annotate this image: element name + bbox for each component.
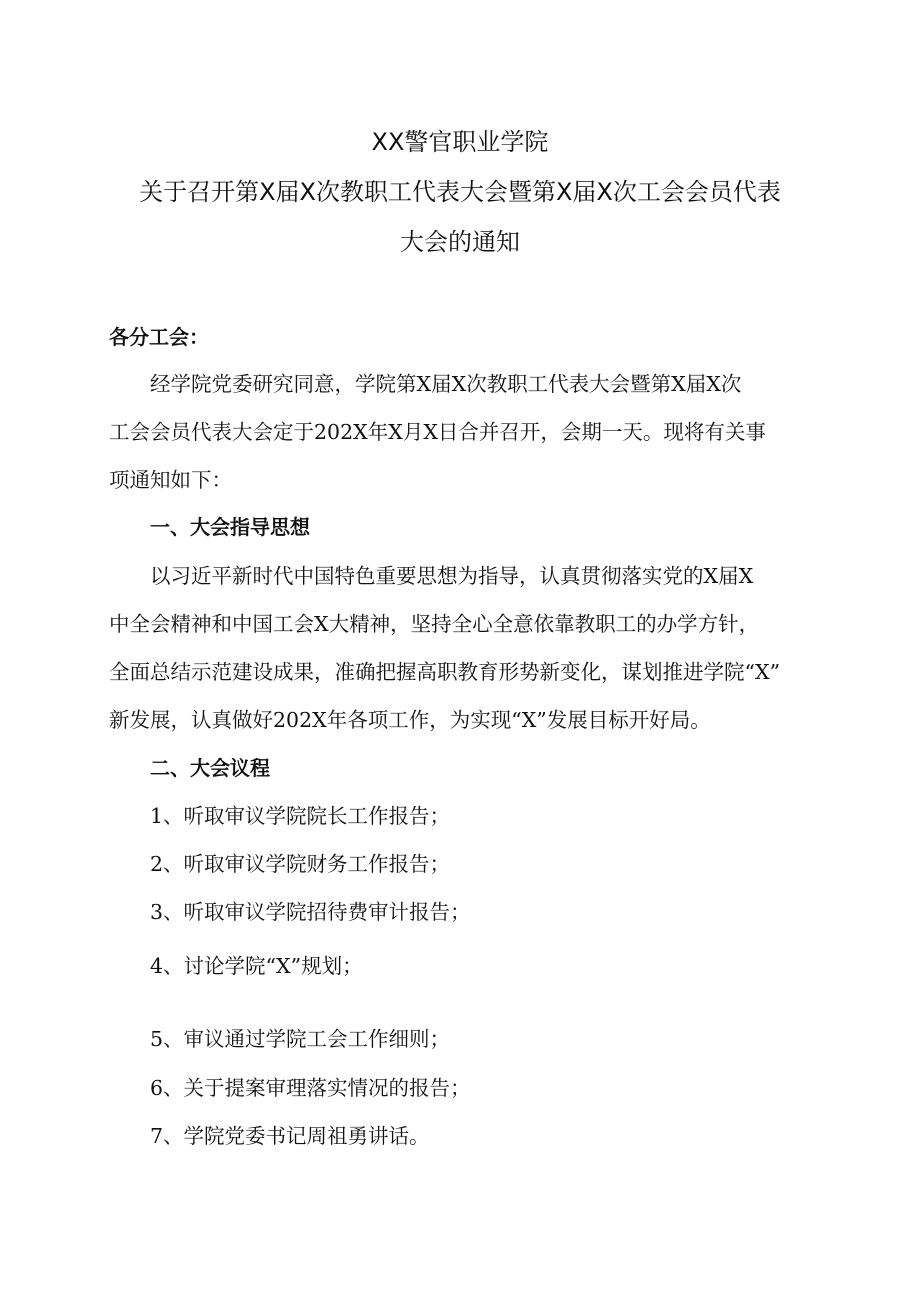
agenda-item: 3、听取审议学院招待费审计报告； <box>150 900 471 924</box>
section1-line-3: 全面总结示范建设成果，准确把握高职教育形势新变化，谋划推进学院“X” <box>109 660 781 684</box>
agenda-item: 4、讨论学院“X”规划； <box>150 954 363 978</box>
agenda-item: 1、听取审议学院院长工作报告； <box>150 804 451 828</box>
title-line-2: 关于召开第X届X次教职工代表大会暨第X届X次工会会员代表 <box>139 178 781 206</box>
agenda-item: 5、审议通过学院工会工作细则； <box>150 1027 451 1051</box>
intro-line-2: 工会会员代表大会定于202X年X月X日合并召开，会期一天。现将有关事 <box>109 420 766 444</box>
section1-line-1: 以习近平新时代中国特色重要思想为指导，认真贯彻落实党的X届X <box>150 564 754 588</box>
salutation: 各分工会： <box>109 325 209 349</box>
agenda-item: 2、听取审议学院财务工作报告； <box>150 852 451 876</box>
intro-line-1: 经学院党委研究同意，学院第X届X次教职工代表大会暨第X届X次 <box>150 372 742 396</box>
section1-line-2: 中全会精神和中国工会X大精神，坚持全心全意依靠教职工的办学方针， <box>109 612 760 636</box>
section1-line-4: 新发展，认真做好202X年各项工作，为实现“X”发展目标开好局。 <box>109 708 711 732</box>
title-line-3: 大会的通知 <box>400 228 520 256</box>
section-heading-agenda: 二、大会议程 <box>150 756 270 780</box>
section-heading-guiding-thought: 一、大会指导思想 <box>150 515 310 539</box>
agenda-item: 7、学院党委书记周祖勇讲话。 <box>150 1124 430 1148</box>
intro-line-3: 项通知如下： <box>109 468 232 492</box>
title-line-1: XX警官职业学院 <box>371 128 549 156</box>
agenda-item: 6、关于提案审理落实情况的报告； <box>150 1076 471 1100</box>
